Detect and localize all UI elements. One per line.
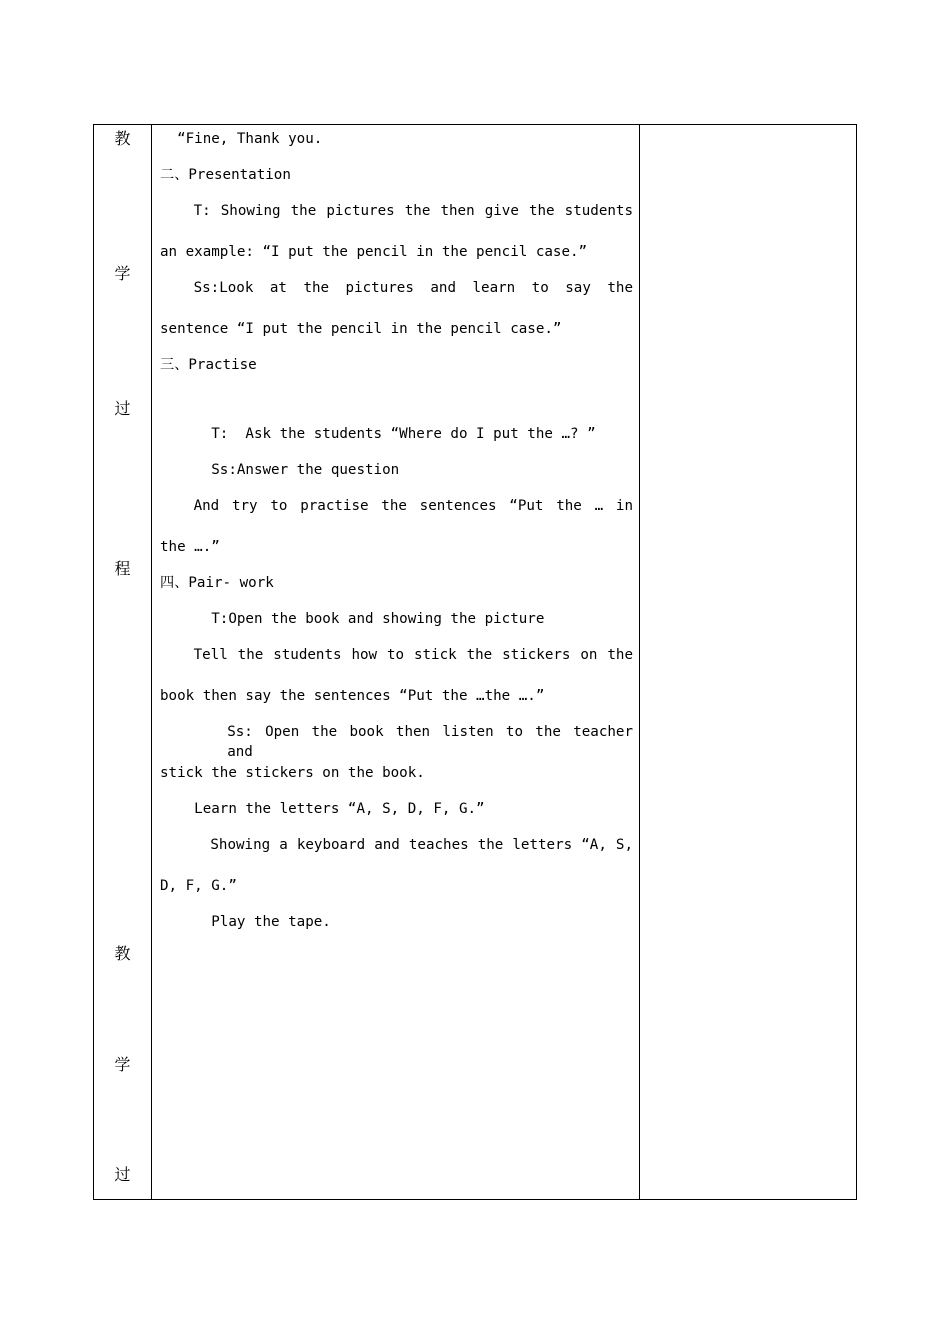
text-line: sentence “I put the pencil in the pencil case.” [160, 321, 562, 337]
side-char: 学 [114, 264, 131, 283]
text-line: Ss:Answer the question [160, 462, 400, 478]
side-char: 教 [114, 944, 131, 963]
side-char: 程 [114, 559, 131, 578]
text-line: stick the stickers on the book. [160, 765, 425, 781]
text-line: “Fine, Thank you. [160, 131, 323, 147]
lesson-table [93, 124, 857, 1200]
column-divider-left [151, 125, 152, 1199]
text-line: T:Open the book and showing the picture [160, 611, 545, 627]
text-line: T: Ask the students “Where do I put the …? ” [160, 426, 596, 442]
side-char: 过 [114, 1165, 131, 1184]
side-char: 过 [114, 399, 131, 418]
text-line: And try to practise the sentences “Put the … in [193, 498, 633, 514]
section-heading-presentation: 二、Presentation [160, 167, 291, 183]
text-line: the ….” [160, 539, 220, 555]
section-heading-pair-work: 四、Pair- work [160, 575, 274, 591]
text-line: D, F, G.” [160, 878, 237, 894]
text-line: an example: “I put the pencil in the pencil case.” [160, 244, 588, 260]
text-line: book then say the sentences “Put the …the ….” [160, 688, 545, 704]
text-line: Ss: Open the book then listen to the teacher and [227, 724, 633, 760]
text-line: Ss:Look at the pictures and learn to say the [193, 280, 633, 296]
text-line: Showing a keyboard and teaches the letters “A, S, [210, 837, 633, 853]
text-line: Play the tape. [160, 914, 331, 930]
side-char: 学 [114, 1055, 131, 1074]
side-char: 教 [114, 129, 131, 148]
section-heading-practise: 三、Practise [160, 357, 257, 373]
text-line: T: Showing the pictures the then give the students [193, 203, 633, 219]
text-line: Tell the students how to stick the stickers on the [193, 647, 633, 663]
text-line: Learn the letters “A, S, D, F, G.” [160, 801, 485, 817]
column-divider-right [639, 125, 640, 1199]
